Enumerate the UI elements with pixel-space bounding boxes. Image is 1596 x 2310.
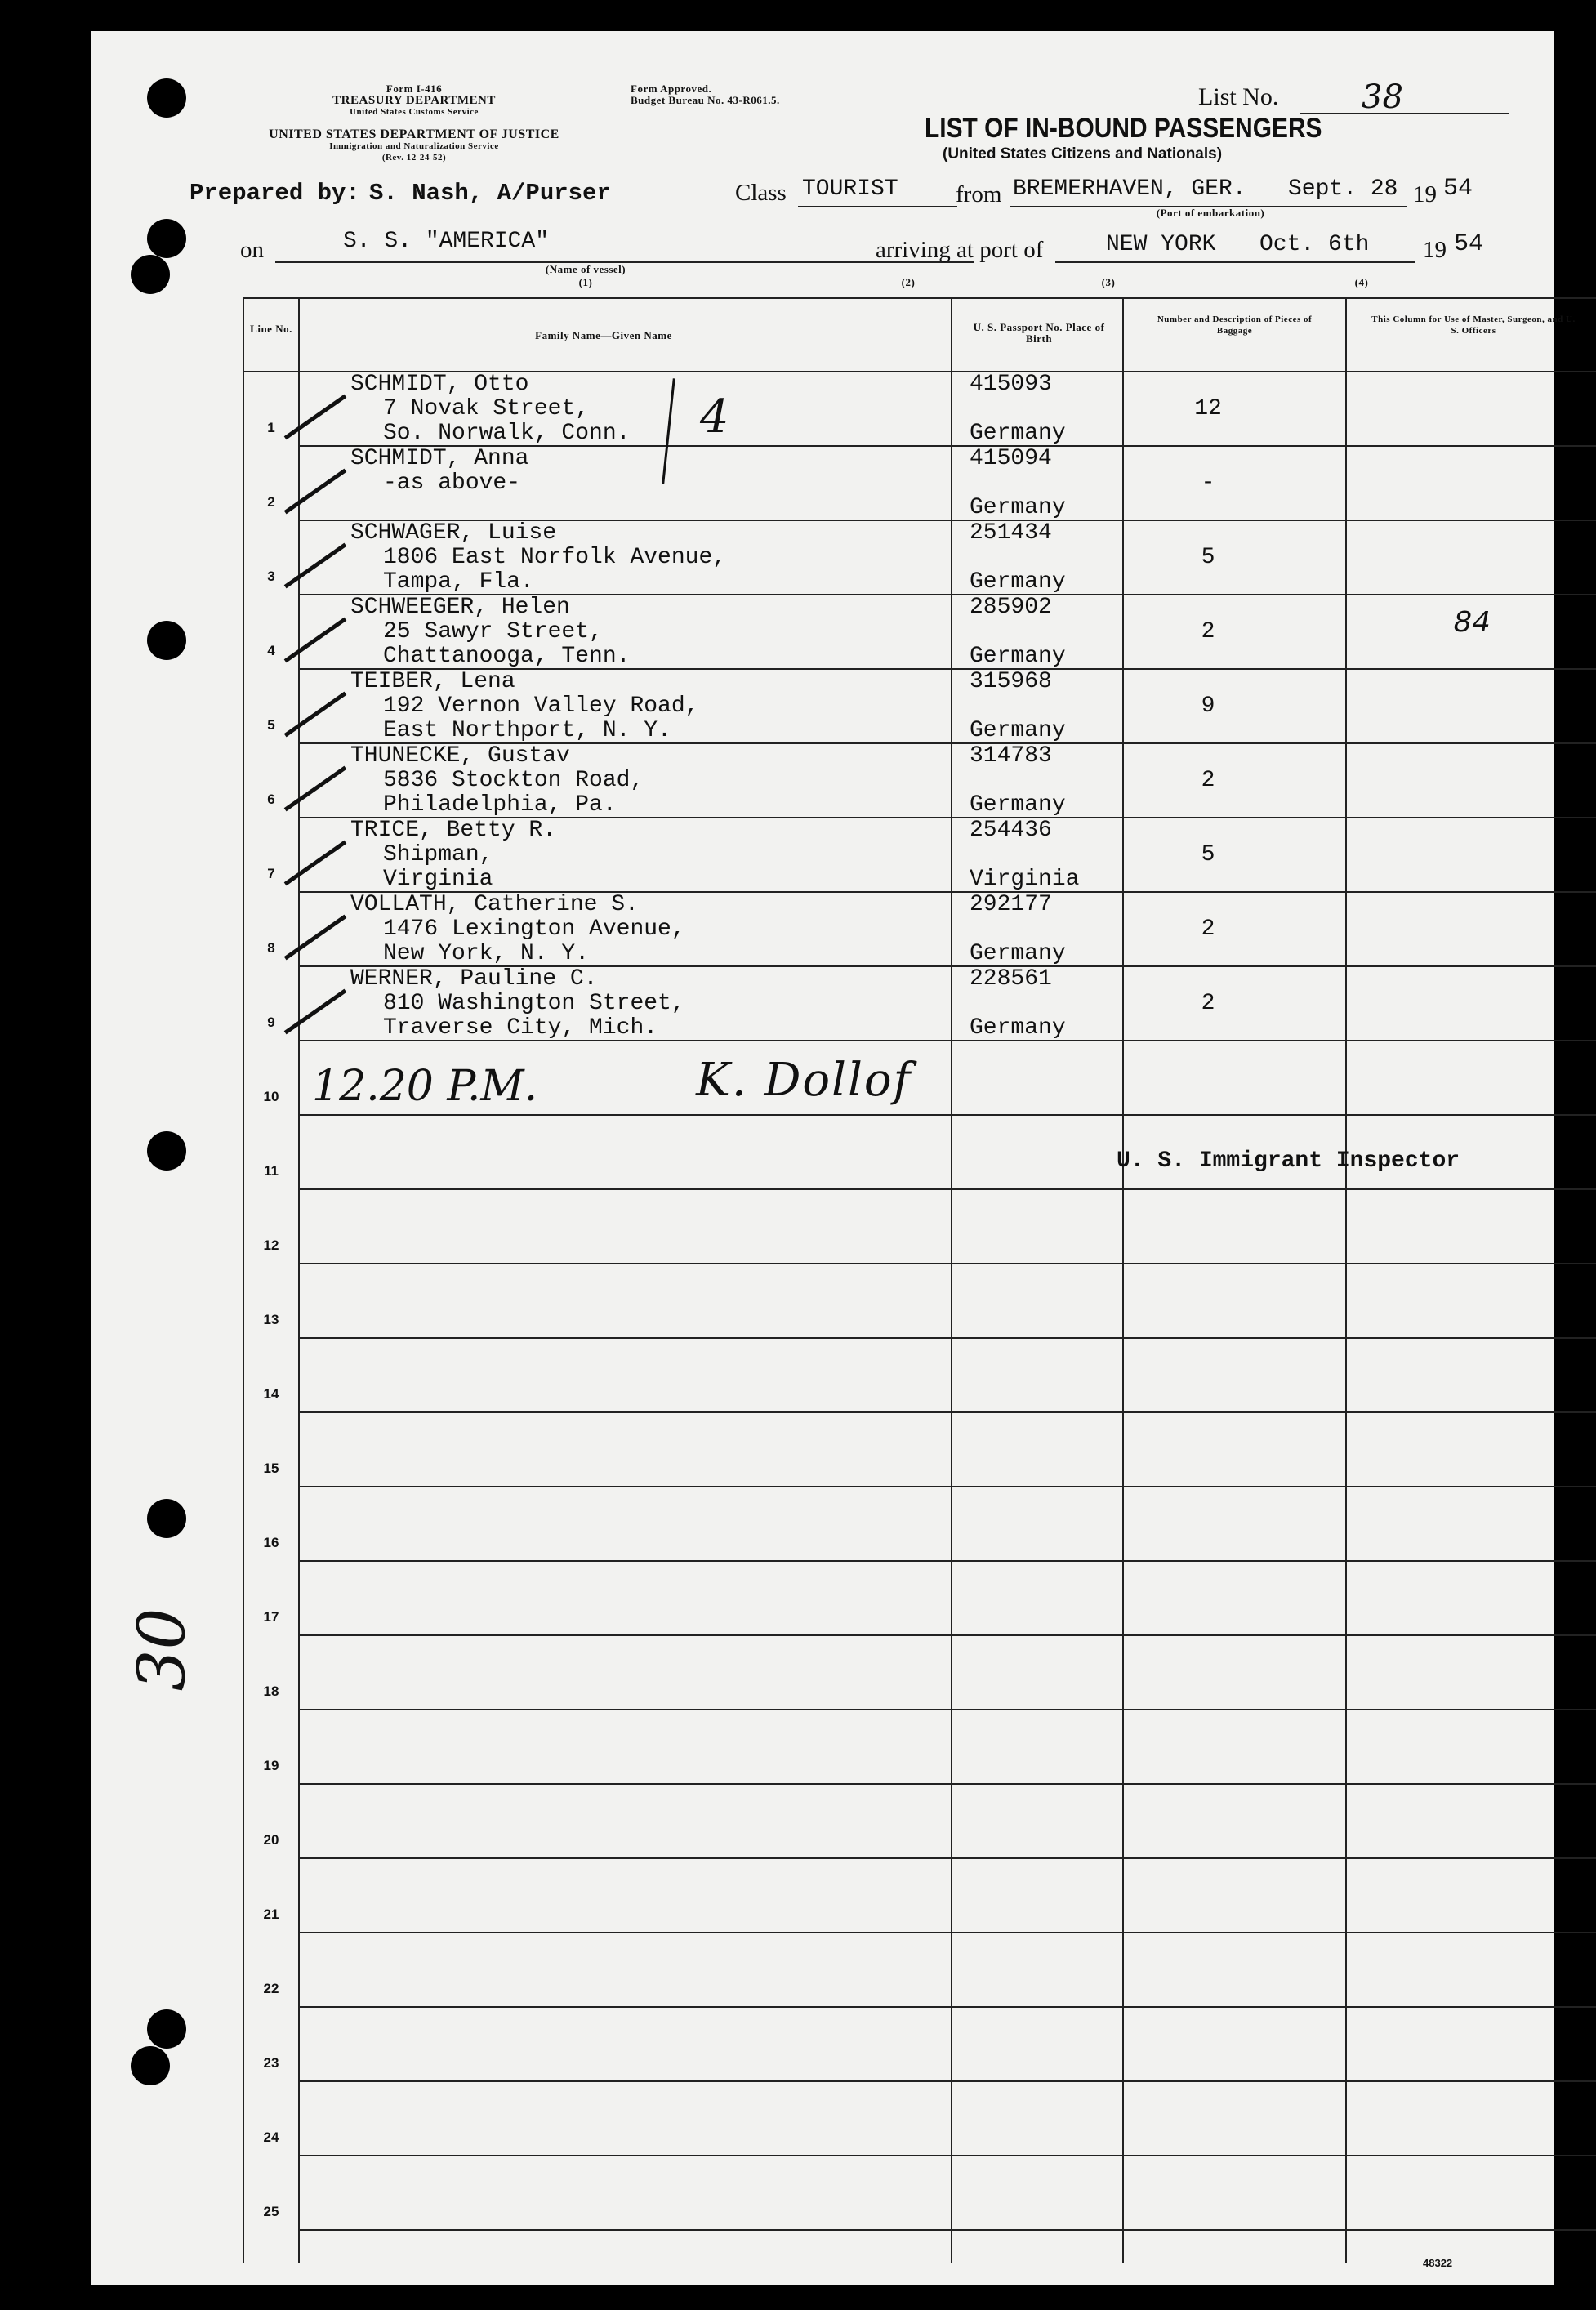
col-header-officers: This Column for Use of Master, Surgeon, and U. S. Officers xyxy=(1371,314,1576,336)
prepared-by-label: Prepared by: xyxy=(189,180,360,207)
passenger-name: SCHMIDT, Otto xyxy=(350,372,529,397)
departure-year-prefix: 19 xyxy=(1413,181,1437,207)
check-mark xyxy=(284,989,347,1035)
baggage-count: 2 xyxy=(1201,619,1215,644)
empty-table-row xyxy=(244,1636,1596,1710)
justice-dept-block: UNITED STATES DEPARTMENT OF JUSTICE Immigration and Naturalization Service (Rev. 12-24-52) xyxy=(269,127,559,163)
passenger-name: SCHWAGER, Luise xyxy=(350,520,557,546)
vessel-caption: (Name of vessel) xyxy=(545,263,626,275)
from-label: from xyxy=(956,181,1002,207)
passport-number: 254436 xyxy=(970,818,1052,843)
on-label: on xyxy=(240,237,264,263)
margin-mark: 30 xyxy=(123,1608,200,1692)
empty-table-row xyxy=(244,1859,1596,1933)
inspector-label: U. S. Immigrant Inspector xyxy=(1117,1148,1460,1174)
form-agency-block: Form I-416 TREASURY DEPARTMENT United States Customs Service xyxy=(332,82,496,117)
line-number: 11 xyxy=(264,1163,279,1179)
arrival-year-prefix: 19 xyxy=(1423,237,1447,263)
table-row xyxy=(244,521,1596,595)
punch-hole xyxy=(131,2046,170,2085)
empty-table-row xyxy=(244,1487,1596,1562)
list-number-value: 38 xyxy=(1362,78,1403,116)
passenger-address-2: East Northport, N. Y. xyxy=(383,718,671,743)
passport-number: 315968 xyxy=(970,669,1052,694)
col-3-marker: (3) xyxy=(1101,276,1116,288)
baggage-count: 12 xyxy=(1194,396,1222,421)
check-mark xyxy=(284,692,347,738)
birth-place: Germany xyxy=(970,569,1066,595)
arrival-date: Oct. 6th xyxy=(1259,232,1370,257)
passport-number: 415094 xyxy=(970,446,1052,471)
table-row xyxy=(244,447,1596,521)
page-title: LIST OF IN-BOUND PASSENGERS xyxy=(925,113,1322,144)
departure-year: 54 xyxy=(1443,175,1473,203)
empty-table-row xyxy=(244,1785,1596,1859)
passenger-address-1: 25 Sawyr Street, xyxy=(383,619,603,644)
baggage-count: - xyxy=(1201,470,1215,496)
line-number: 8 xyxy=(267,940,275,956)
line-number: 5 xyxy=(267,717,275,733)
col-header-line-no: Line No. xyxy=(250,323,292,335)
check-mark xyxy=(284,469,347,515)
birth-place: Germany xyxy=(970,644,1066,669)
signature-name: K. Dollof xyxy=(696,1054,912,1107)
line-number: 25 xyxy=(263,2204,279,2219)
passenger-table xyxy=(243,297,1596,2263)
page-subtitle: (United States Citizens and Nationals) xyxy=(943,145,1223,163)
passport-number: 251434 xyxy=(970,520,1052,546)
empty-table-row xyxy=(244,1562,1596,1636)
col-header-passport: U. S. Passport No. Place of Birth xyxy=(973,321,1105,345)
officer-remark: 84 xyxy=(1453,606,1491,641)
empty-table-row xyxy=(244,1413,1596,1487)
line-number: 19 xyxy=(263,1758,279,1773)
line-number: 23 xyxy=(263,2055,279,2071)
empty-table-row xyxy=(244,1339,1596,1413)
passenger-address-2: Traverse City, Mich. xyxy=(383,1015,658,1041)
check-mark xyxy=(284,543,347,589)
col-4-marker: (4) xyxy=(1354,276,1369,288)
check-mark xyxy=(284,841,347,886)
baggage-count: 5 xyxy=(1201,545,1215,570)
line-number: 13 xyxy=(263,1312,279,1327)
passenger-address-2: Virginia xyxy=(383,867,493,892)
baggage-count: 2 xyxy=(1201,768,1215,793)
class-value: TOURIST xyxy=(802,176,898,202)
baggage-count: 5 xyxy=(1201,842,1215,867)
group-count-hand: 4 xyxy=(700,390,729,444)
punch-hole xyxy=(147,621,186,660)
birth-place: Germany xyxy=(970,718,1066,743)
line-number: 4 xyxy=(267,643,275,658)
signature-time: 12.20 P.M. xyxy=(312,1062,538,1111)
empty-table-row xyxy=(244,1933,1596,2008)
line-number: 10 xyxy=(263,1089,279,1104)
line-number: 18 xyxy=(263,1683,279,1699)
empty-table-row xyxy=(244,2156,1596,2231)
line-number: 12 xyxy=(263,1238,279,1253)
footer-code: 48322 xyxy=(1423,2257,1453,2269)
punch-hole xyxy=(147,2009,186,2049)
embarkation-caption: (Port of embarkation) xyxy=(1156,207,1265,219)
prepared-by-name: S. Nash, A/Purser xyxy=(369,180,611,207)
col-header-baggage: Number and Description of Pieces of Baggage xyxy=(1157,314,1313,336)
birth-place: Germany xyxy=(970,495,1066,520)
vessel-name: S. S. "AMERICA" xyxy=(343,229,550,254)
passenger-address-2: So. Norwalk, Conn. xyxy=(383,421,631,446)
passenger-address-1: 192 Vernon Valley Road, xyxy=(383,693,699,719)
empty-table-row xyxy=(244,1190,1596,1264)
document-page xyxy=(91,31,1576,2285)
baggage-count: 2 xyxy=(1201,991,1215,1016)
line-number: 1 xyxy=(267,420,275,435)
table-row xyxy=(244,818,1596,893)
punch-hole xyxy=(147,1499,186,1538)
birth-place: Germany xyxy=(970,421,1066,446)
class-underline xyxy=(798,206,957,207)
punch-hole xyxy=(147,219,186,258)
passport-number: 415093 xyxy=(970,372,1052,397)
line-number: 2 xyxy=(267,494,275,510)
line-number: 15 xyxy=(263,1460,279,1476)
passport-number: 228561 xyxy=(970,966,1052,992)
passenger-address-1: 1476 Lexington Avenue, xyxy=(383,916,685,942)
passenger-address-1: Shipman, xyxy=(383,842,493,867)
arriving-label: arriving at port of xyxy=(876,237,1044,263)
passenger-address-2: New York, N. Y. xyxy=(383,941,590,966)
col-1-marker: (1) xyxy=(578,276,593,288)
line-number: 17 xyxy=(263,1609,279,1625)
passport-number: 292177 xyxy=(970,892,1052,917)
passenger-address-1: 810 Washington Street, xyxy=(383,991,685,1016)
list-number-label: List No. xyxy=(1198,83,1279,110)
punch-hole xyxy=(147,78,186,118)
departure-date: Sept. 28 xyxy=(1288,176,1398,202)
passenger-name: TEIBER, Lena xyxy=(350,669,515,694)
line-number: 20 xyxy=(263,1832,279,1848)
passport-number: 285902 xyxy=(970,595,1052,620)
empty-table-row xyxy=(244,1710,1596,1785)
table-row xyxy=(244,595,1596,670)
passenger-address-1: 5836 Stockton Road, xyxy=(383,768,644,793)
passenger-address-2: Chattanooga, Tenn. xyxy=(383,644,631,669)
line-number: 21 xyxy=(263,1906,279,1922)
passport-number: 314783 xyxy=(970,743,1052,769)
arrival-year: 54 xyxy=(1454,230,1484,258)
birth-place: Germany xyxy=(970,792,1066,818)
line-number: 24 xyxy=(263,2129,279,2145)
line-number: 7 xyxy=(267,866,275,881)
table-row xyxy=(244,744,1596,818)
passenger-name: TRICE, Betty R. xyxy=(350,818,557,843)
check-mark xyxy=(284,618,347,663)
empty-table-row xyxy=(244,1264,1596,1339)
passenger-address-1: 7 Novak Street, xyxy=(383,396,590,421)
list-number-underline xyxy=(1300,113,1509,114)
col-2-marker: (2) xyxy=(901,276,916,288)
passenger-address-1: 1806 East Norfolk Avenue, xyxy=(383,545,727,570)
table-row xyxy=(244,670,1596,744)
punch-hole xyxy=(131,255,170,294)
line-number: 9 xyxy=(267,1015,275,1030)
birth-place: Germany xyxy=(970,941,1066,966)
table-row xyxy=(244,372,1596,447)
passenger-address-2: Philadelphia, Pa. xyxy=(383,792,617,818)
check-mark xyxy=(284,766,347,812)
baggage-count: 2 xyxy=(1201,916,1215,942)
passenger-address-2: Tampa, Fla. xyxy=(383,569,534,595)
passenger-name: WERNER, Pauline C. xyxy=(350,966,598,992)
birth-place: Germany xyxy=(970,1015,1066,1041)
table-row xyxy=(244,893,1596,967)
passenger-name: SCHWEEGER, Helen xyxy=(350,595,570,620)
empty-table-row xyxy=(244,2008,1596,2082)
arrival-port: NEW YORK xyxy=(1106,232,1216,257)
from-port-value: BREMERHAVEN, GER. xyxy=(1013,176,1246,202)
line-number: 6 xyxy=(267,792,275,807)
line-number: 3 xyxy=(267,569,275,584)
line-number: 22 xyxy=(263,1981,279,1996)
punch-hole xyxy=(147,1131,186,1171)
passenger-address-1: -as above- xyxy=(383,470,521,496)
passenger-name: SCHMIDT, Anna xyxy=(350,446,529,471)
arrival-underline xyxy=(1055,261,1415,263)
passenger-name: VOLLATH, Catherine S. xyxy=(350,892,639,917)
passenger-name: THUNECKE, Gustav xyxy=(350,743,570,769)
check-mark xyxy=(284,915,347,961)
approval-block: Form Approved. Budget Bureau No. 43-R061.5. xyxy=(631,82,780,106)
line-number: 14 xyxy=(263,1386,279,1402)
line-number: 16 xyxy=(263,1535,279,1550)
empty-table-row xyxy=(244,2082,1596,2156)
class-label: Class xyxy=(735,180,787,206)
baggage-count: 9 xyxy=(1201,693,1215,719)
table-row xyxy=(244,967,1596,1041)
col-header-name: Family Name—Given Name xyxy=(535,329,672,341)
birth-place: Virginia xyxy=(970,867,1080,892)
check-mark xyxy=(284,395,347,440)
